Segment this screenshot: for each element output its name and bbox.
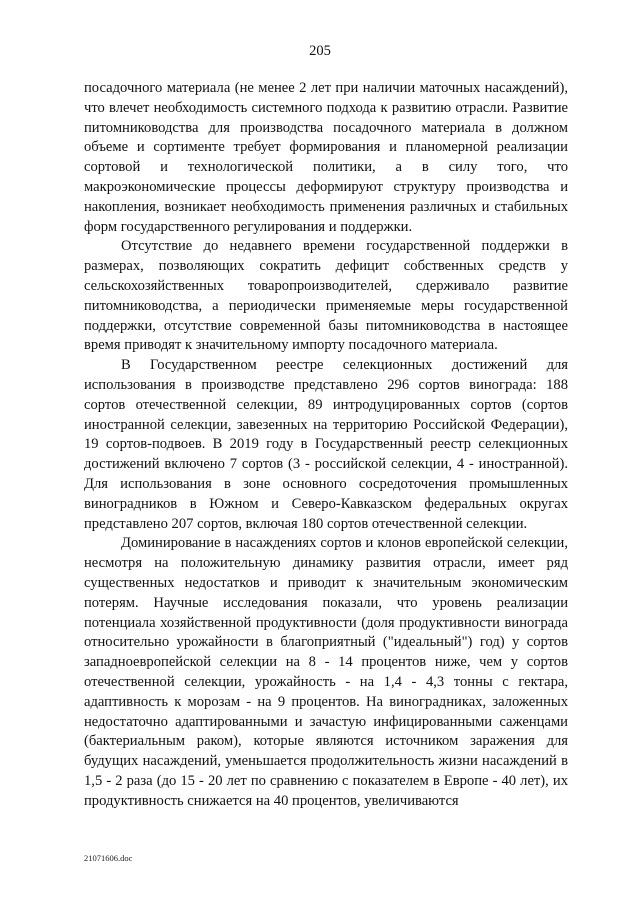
body-text xyxy=(84,79,568,811)
paragraph: Доминирование в насаждениях сортов и клонов европейской селекции, несмотря на положительную динамику развития отрасли, имеет ряд существенных недостатков и приводит к значительным экономическим потерям. Научные исследования показали, что уровень реализации потенциала хозяйственной продуктивности (доля продуктивности винограда относительно урожайности в благоприятный ("идеальный") год) у сортов западноевропейской селекции на 8 - 14 процентов ниже, чем у сортов отечественной селекции, урожайность - на 1,4 - 4,3 тонны с гектара, адаптивность к морозам - на 9 процентов. На виноградниках, заложенных недостаточно адаптированными и зачастую инфицированными саженцами (бактериальным раком), которые являются источником заражения для будущих насаждений, уменьшается продолжительность жизни насаждений в 1,5 - 2 раза (до 15 - 20 лет по сравнению с показателем в Европе - 40 лет), их продуктивность снижается на 40 процентов, увеличиваются xyxy=(84,535,568,809)
paragraph: В Государственном реестре селекционных достижений для использования в производстве представлено 296 сортов винограда: 188 сортов отечественной селекции, 89 интродуцированных сортов (сортов иностранной селекции, завезенных на территорию Российской Федерации), 19 сортов-подвоев. В 2019 году в Государственный реестр селекционных достижений включено 7 сортов (3 - российской селекции, 4 - иностранной). Для использования в зоне основного сосредоточения промышленных виноградников в Южном и Северо-Кавказском федеральных округах представлено 207 сортов, включая 180 сортов отечественной селекции. xyxy=(84,357,568,532)
page-number: 205 xyxy=(309,43,331,59)
paragraph-continued: посадочного материала (не менее 2 лет при наличии маточных насаждений), что влечет необходимость системного подхода к развитию отрасли. Развитие питомниководства для производства посадочного материала в должном объеме и сортименте требует формирования и планомерной реализации сортовой и технологической политики, а в силу того, что макроэкономические процессы деформируют структуру производства и накопления, возникает необходимость применения различных и стабильных форм государственного регулирования и поддержки. xyxy=(84,80,568,235)
paragraph: Отсутствие до недавнего времени государственной поддержки в размерах, позволяющих сократить дефицит собственных средств у сельскохозяйственных товаропроизводителей, сдерживало развитие питомниководства, а периодически применяемые меры государственной поддержки, отсутствие современной базы питомниководства в настоящее время приводят к значительному импорту посадочного материала. xyxy=(84,238,568,354)
footer-filename: 21071606.doc xyxy=(84,853,133,863)
